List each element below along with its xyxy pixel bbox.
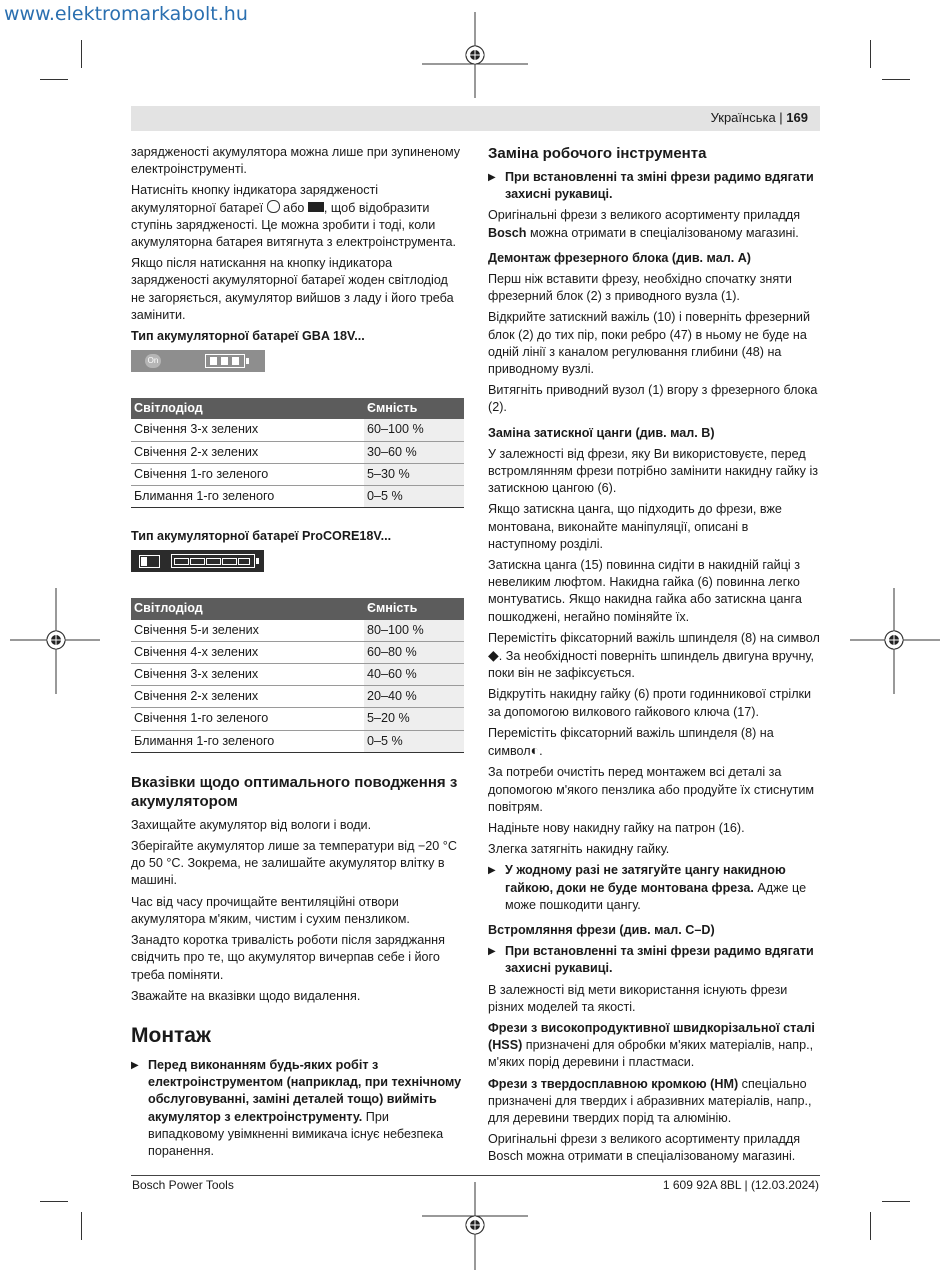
table-cell: 0–5 % (364, 730, 464, 752)
subheading: Заміна затискної цанги (див. мал. B) (488, 425, 715, 440)
text: При встановленні та зміні фрези радимо вдягати захисні рукавиці. (505, 944, 814, 976)
text: , щоб відобразити ступінь зарядженості. Це можна зробити і тоді, коли акумуляторна батарея витягнута з електроінструмента. (131, 200, 457, 250)
gba-battery-indicator-image (131, 350, 265, 372)
battery-indicator-on-icon (267, 200, 280, 213)
table-cell: 5–20 % (364, 708, 464, 730)
table-cell: Блимання 1-го зеленого (131, 486, 364, 508)
footer-brand: Bosch Power Tools (132, 1178, 234, 1192)
table-row (131, 664, 464, 686)
paragraph (488, 725, 820, 760)
paragraph: У залежності від фрези, яку Ви використовуєте, перед встромлянням фрези потрібно замінити накидну гайку із затискною цангою (6). (488, 446, 819, 496)
text: можна отримати в спеціалізованому магазині. (526, 225, 799, 240)
right-column (488, 144, 820, 1170)
paragraph: Відкрийте затискний важіль (10) і поверніть фрезерний блок (2) до тих пір, поки ребро (47) в ньому не буде на одній лінії з каналом регулювання глибини (48) на приводному вузлі. (488, 310, 810, 377)
subheading: Встромляння фрези (див. мал. C–D) (488, 922, 715, 937)
table-cell: Свічення 1-го зеленого (131, 708, 364, 730)
table-row (131, 486, 464, 508)
battery-care-heading: Вказівки щодо оптимального поводження з акумулятором (131, 773, 458, 810)
paragraph: Зберігайте акумулятор лише за температури від −20 °C до 50 °C. Зокрема, не залишайте акумулятор влітку в машині. (131, 839, 457, 888)
text: У жодному разі не затягуйте цангу накидною гайкою, доки не буде монтована фреза. (505, 863, 786, 895)
crop-mark (882, 79, 910, 80)
text: . За необхідності поверніть шпиндель двигуна вручну, поки він не зафіксується. (488, 649, 814, 681)
table-cell: Свічення 4-х зелених (131, 641, 364, 663)
text: Натисніть кнопку індикатора зарядженості акумуляторної батареї (131, 183, 379, 215)
paragraph: Перш ніж вставити фрезу, необхідно спочатку зняти фрезерний блок (2) з приводного вузла (1). (488, 272, 792, 304)
table-header: Світлодіод (131, 598, 364, 619)
crop-mark (870, 1212, 871, 1240)
table-header: Ємність (364, 398, 464, 419)
crop-mark (882, 1201, 910, 1202)
warning-bullet (488, 943, 820, 977)
bullet-arrow-icon: ▶ (488, 865, 496, 877)
footer-doc-number: 1 609 92A 8BL | (12.03.2024) (662, 1178, 819, 1192)
text: Перемістіть фіксаторний важіль шпинделя (8) на символ (488, 630, 820, 645)
paragraph: Надіньте нову накидну гайку на патрон (16). (488, 820, 745, 835)
header-language: Українська (710, 110, 776, 125)
left-column (131, 144, 464, 1164)
table-cell: 30–60 % (364, 441, 464, 463)
paragraph: Якщо після натискання на кнопку індикатора зарядженості акумуляторної батареї жоден світлодіод не загоряється, акумулятор вийшов з ладу і його треба замінити. (131, 256, 454, 322)
table-row (131, 730, 464, 752)
paragraph: Захищайте акумулятор від вологи і води. (131, 817, 372, 832)
paragraph: зарядженості акумулятора можна лише при зупиненому електроінструменті. (131, 145, 461, 177)
paragraph (131, 182, 464, 251)
text: При випадковому увімкненні вимикача існує небезпека поранення. (148, 1109, 444, 1158)
registration-mark-top (422, 12, 528, 98)
gba-charge-table (131, 398, 464, 508)
subheading: Демонтаж фрезерного блока (див. мал. A) (488, 250, 751, 265)
table-row (131, 620, 464, 642)
procore-charge-table (131, 598, 464, 752)
text: або (279, 200, 308, 215)
table-row (131, 686, 464, 708)
text: Фрези з високопродуктивної швидкорізальної сталі (HSS) (488, 1020, 815, 1053)
battery-icon (205, 354, 245, 368)
table-header: Ємність (364, 598, 464, 619)
bullet-arrow-icon: ▶ (488, 172, 496, 183)
crop-mark (81, 1212, 82, 1240)
paragraph (488, 207, 820, 241)
text: Перед виконанням будь-яких робіт з електроінструментом (наприклад, при технічному обслуговуванні, заміні деталей тощо) вийміть акумулятор з електроінструменту. (148, 1057, 462, 1124)
paragraph: За потреби очистіть перед монтажем всі деталі за допомогою м'якого пензлика або продуйте їх стиснутим повітрям. (488, 765, 815, 814)
bullet-arrow-icon: ▶ (131, 1059, 139, 1071)
crop-mark (870, 40, 871, 68)
table-cell: 5–30 % (364, 463, 464, 485)
on-button-icon: On (145, 354, 161, 368)
table-cell: 60–80 % (364, 641, 464, 663)
text: При встановленні та зміні фрези радимо вдягати захисні рукавиці. (505, 170, 814, 202)
registration-mark-bottom (422, 1182, 528, 1270)
table-cell: Свічення 2-х зелених (131, 441, 364, 463)
text: Перемістіть фіксаторний важіль шпинделя (8) на символ (488, 725, 774, 759)
paragraph: Витягніть приводний вузол (1) вгору з фрезерного блока (2). (488, 383, 818, 415)
gba-battery-title: Тип акумуляторної батареї GBA 18V... (131, 329, 365, 344)
crop-mark (40, 1201, 68, 1202)
text: спеціально призначені для твердих і абразивних матеріалів, напр., для деревини твердих порід та алюмінію. (488, 1076, 812, 1125)
paragraph: В залежності від мети використання існують фрези різних моделей та якості. (488, 982, 788, 1014)
site-url[interactable]: www.elektromarkabolt.hu (4, 3, 248, 25)
table-cell: Свічення 3-х зелених (131, 419, 364, 441)
paragraph (488, 1020, 820, 1072)
text: . (539, 744, 543, 759)
warning-bullet (131, 1057, 464, 1160)
warning-bullet (488, 862, 820, 914)
table-cell: Свічення 5-и зелених (131, 620, 364, 642)
registration-mark-left (10, 588, 100, 694)
paragraph: Занадто коротка тривалість роботи після заряджання свідчить про те, що акумулятор вичерпав себе і його треба поміняти. (131, 933, 445, 982)
table-row (131, 419, 464, 441)
paragraph: Час від часу прочищайте вентиляційні отвори акумулятора м'яким, чистим і сухим пензликом. (131, 894, 410, 926)
bullet-arrow-icon: ▶ (488, 946, 496, 958)
registration-mark-right (850, 588, 940, 694)
warning-bullet (488, 169, 820, 203)
table-cell: Свічення 3-х зелених (131, 664, 364, 686)
text: Bosch (488, 225, 527, 240)
table-cell: 60–100 % (364, 419, 464, 441)
header-text (711, 110, 808, 125)
lock-open-icon: ◐ (530, 742, 540, 759)
battery-small-icon (139, 555, 160, 568)
crop-mark (81, 40, 82, 68)
table-cell: Блимання 1-го зеленого (131, 730, 364, 752)
tool-change-heading: Заміна робочого інструмента (488, 145, 707, 162)
crop-mark (40, 79, 68, 80)
table-cell: 0–5 % (364, 486, 464, 508)
table-cell: 40–60 % (364, 664, 464, 686)
text: Фрези з твердосплавною кромкою (HM) (488, 1076, 739, 1091)
procore-battery-title: Тип акумуляторної батареї ProCORE18V... (131, 529, 392, 544)
lock-closed-icon: ◆ (488, 647, 499, 664)
paragraph (488, 630, 820, 683)
paragraph (488, 1076, 820, 1128)
procore-battery-indicator-image (131, 550, 264, 572)
paragraph: Затискна цанга (15) повинна сидіти в накидній гайці з невеликим люфтом. Накидна гайка (6) повинна легко монтуватись. Якщо накидна гайка або затискна цанга пошкоджені, негайно поміняйте їх. (488, 558, 802, 624)
table-row (131, 463, 464, 485)
table-row (131, 708, 464, 730)
table-cell: 20–40 % (364, 686, 464, 708)
header-separator: | (775, 110, 787, 125)
paragraph: Якщо затискна цанга, що підходить до фрези, вже монтована, виконайте маніпуляції, описані в наступному розділі. (488, 502, 782, 551)
montage-heading: Монтаж (131, 1023, 211, 1047)
footer-divider (131, 1175, 820, 1176)
battery-icon (171, 554, 255, 568)
battery-indicator-icon (308, 202, 324, 212)
text: Оригінальні фрези з великого асортименту приладдя (488, 208, 801, 223)
paragraph: Злегка затягніть накидну гайку. (488, 842, 670, 857)
table-header: Світлодіод (131, 398, 364, 419)
table-cell: Свічення 1-го зеленого (131, 463, 364, 485)
paragraph: Оригінальні фрези з великого асортименту приладдя Bosch можна отримати в спеціалізованому магазині. (488, 1132, 801, 1164)
paragraph: Зважайте на вказівки щодо видалення. (131, 988, 361, 1003)
page-number: 169 (786, 110, 808, 125)
page-header (131, 106, 820, 131)
text: Адже це може пошкодити цангу. (505, 880, 807, 912)
table-row (131, 441, 464, 463)
paragraph: Відкрутіть накидну гайку (6) проти годинникової стрілки за допомогою вилкового гайкового ключа (17). (488, 687, 812, 719)
table-cell: Свічення 2-х зелених (131, 686, 364, 708)
text: призначені для обробки м'яких матеріалів, напр., м'яких порід деревини і пластмаси. (488, 1038, 814, 1070)
table-cell: 80–100 % (364, 620, 464, 642)
table-row (131, 641, 464, 663)
